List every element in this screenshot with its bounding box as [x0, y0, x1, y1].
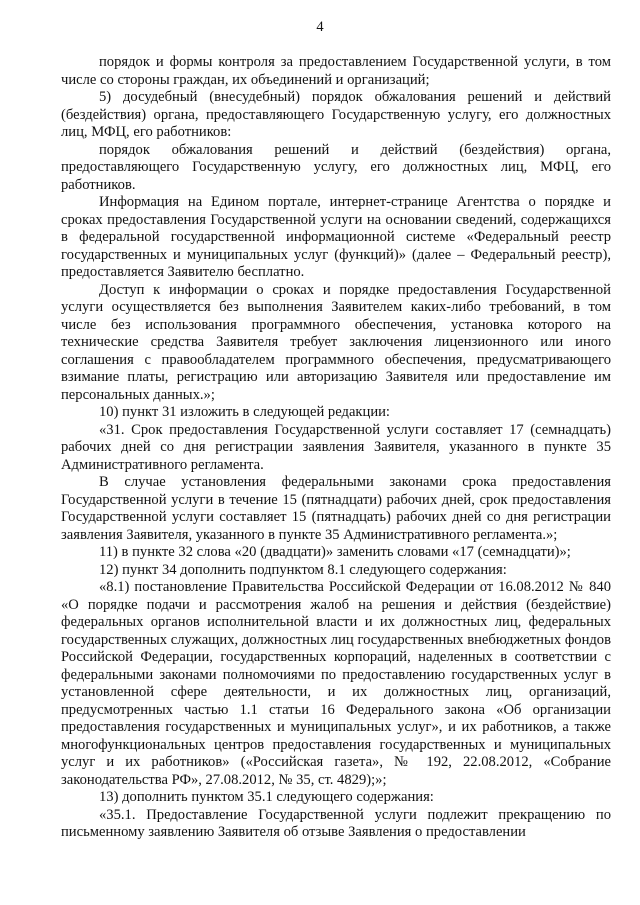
paragraph-item-5-appeal: 5) досудебный (внесудебный) порядок обжалования решений и действий (бездействия) органа, предоставляющего Государственную услугу, его должностных лиц, МФЦ, его работников:: [61, 89, 611, 140]
paragraph-subclause-8-1: «8.1) постановление Правительства Российской Федерации от 16.08.2012 № 840 «О порядке подачи и рассмотрения жалоб на решения и действия (бездействие) федеральных органов исполнительной власти и их должностных лиц, федеральных государственных служащих, должностных лиц государственных внебюджетных фондов Российской Федерации, государственных корпораций, наделенных в соответствии с федеральными законами полномочиями по предоставлению государственных услуг в установленной сфере деятельности, и их должностных лиц, организаций, предусмотренных частью 1.1 статьи 16 Федерального закона «Об организации предоставления государственных и муниципальных услуг», и их работников, а также многофункциональных центров предоставления государственных и муниципальных услуг и их работников» («Российская газета», № 192, 22.08.2012, «Собрание законодательства РФ», 27.08.2012, № 35, ст. 4829);»;: [61, 579, 611, 788]
paragraph-clause-35-1: «35.1. Предоставление Государственной услуги подлежит прекращению по письменному заявлению Заявителя об отзыве Заявления о предоставлении: [61, 806, 611, 840]
paragraph-item-13: 13) дополнить пунктом 35.1 следующего содержания:: [99, 789, 434, 805]
paragraph-clause-31-federal-laws: В случае установления федеральными законами срока предоставления Государственной услуги в течение 15 (пятнадцати) рабочих дней, срок предоставления Государственной услуги составляет 15 (пятнадцать) рабочих дней со дня регистрации заявления Заявителя, указанного в пункте 35 Административного регламента.»;: [61, 474, 611, 543]
page-number: 4: [316, 19, 324, 35]
paragraph-clause-31: «31. Срок предоставления Государственной услуги составляет 17 (семнадцать) рабочих дней со дня регистрации заявления Заявителя, указанного в пункте 35 Административного регламента.: [61, 421, 611, 473]
paragraph-item-10: 10) пункт 31 изложить в следующей редакции:: [99, 404, 390, 420]
paragraph-access-to-information: Доступ к информации о сроках и порядке предоставления Государственной услуги осуществляется без выполнения Заявителем каких-либо требований, в том числе без использования программного обеспечения, установка которого на технические средства Заявителя требует заключения лицензионного или иного соглашения с правообладателем программного обеспечения, предусматривающего взимание платы, регистрацию или авторизацию Заявителя или предоставление им персональных данных.»;: [61, 281, 611, 403]
paragraph-portal-information: Информация на Едином портале, интернет-странице Агентства о порядке и сроках предоставления Государственной услуги на основании сведений, содержащихся в федеральной государственной информационной системе «Федеральный реестр государственных и муниципальных услуг (функций)» (далее – Федеральный реестр), предоставляется Заявителю бесплатно.: [61, 194, 611, 280]
document-body: [61, 54, 611, 842]
paragraph-appeal-procedure: порядок обжалования решений и действий (бездействия) органа, предоставляющего Государственную услугу, его должностных лиц, МФЦ, его работников.: [61, 141, 611, 193]
paragraph-control-procedure: порядок и формы контроля за предоставлением Государственной услуги, в том числе со стороны граждан, их объединений и организаций;: [61, 54, 611, 88]
paragraph-item-11: 11) в пункте 32 слова «20 (двадцати)» заменить словами «17 (семнадцати)»;: [99, 544, 571, 560]
paragraph-item-12: 12) пункт 34 дополнить подпунктом 8.1 следующего содержания:: [99, 561, 507, 578]
